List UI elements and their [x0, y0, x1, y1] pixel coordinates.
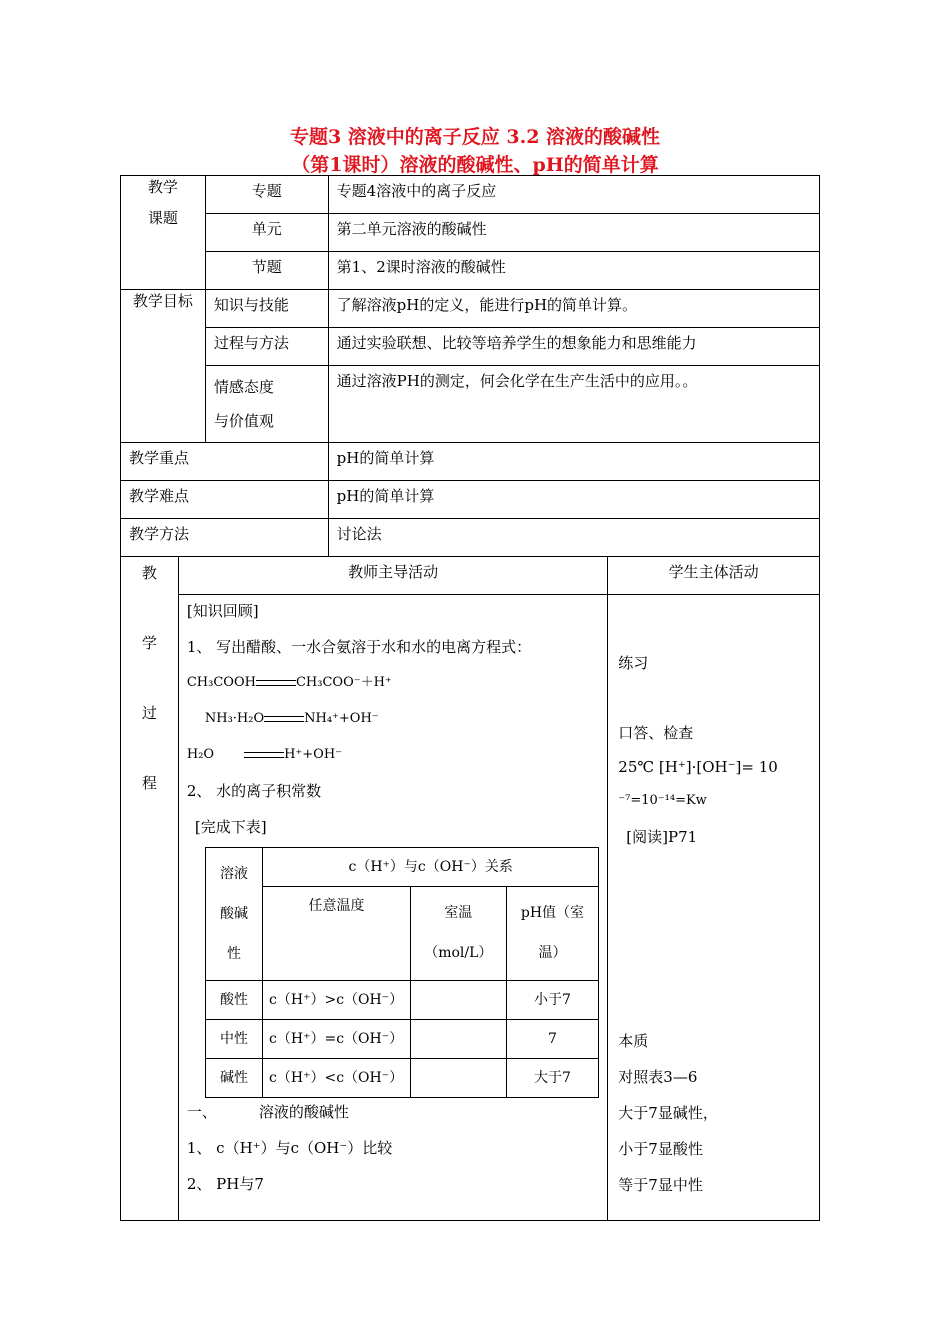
student-activity-cell — [608, 595, 820, 1221]
student-compare: 对照表3—6 — [618, 1068, 698, 1086]
topic-key: 专题 — [251, 182, 282, 200]
goal-knowledge-key: 知识与技能 — [213, 296, 289, 314]
section-key: 节题 — [251, 258, 282, 276]
goal-attitude-key-2: 与价值观 — [213, 412, 274, 430]
th-nature-2: 酸碱 — [219, 906, 248, 922]
topic-value: 专题4溶液中的离子反应 — [336, 182, 497, 200]
goal-attitude-value: 通过溶液PH的测定，何会化学在生产生活中的应用。。 — [336, 372, 698, 390]
student-kw-line-1: 25℃ [H⁺]·[OH⁻]= 10 — [618, 758, 778, 776]
method-value: 讨论法 — [336, 525, 382, 543]
process-side-cell — [121, 557, 179, 1221]
process-char-3: 过 — [141, 704, 157, 722]
student-read: [阅读]P71 — [626, 828, 698, 846]
student-lt7: 小于7显酸性 — [618, 1140, 703, 1158]
table-intro: [完成下表] — [194, 818, 267, 836]
key-point-label: 教学重点 — [129, 449, 190, 467]
process-char-2: 学 — [141, 634, 157, 652]
difficulty-value: pH的简单计算 — [336, 487, 435, 505]
section-value: 第1、2课时溶液的酸碱性 — [336, 258, 506, 276]
th-room-1: 室温 — [444, 905, 473, 922]
doc-title-line-1: 专题3 溶液中的离子反应 3.2 溶液的酸碱性 — [289, 126, 661, 148]
th-relation: c（H⁺）与c（OH⁻）关系 — [263, 848, 599, 887]
th-ph-2: 温） — [538, 945, 567, 962]
student-activity-header: 学生主体活动 — [668, 563, 759, 581]
method-label: 教学方法 — [129, 525, 190, 543]
student-practice: 练习 — [618, 654, 649, 672]
th-nature-3: 性 — [226, 946, 241, 962]
topic-group-label-1: 教学 — [147, 178, 178, 196]
equilibrium-arrow-icon — [256, 677, 296, 689]
question-1: 1、 写出醋酸、一水合氨溶于水和水的电离方程式： — [186, 638, 532, 656]
teacher-activity-header: 教师主导活动 — [348, 563, 439, 581]
equilibrium-arrow-icon — [244, 749, 284, 761]
th-room-2: （mol/L） — [424, 945, 493, 962]
goals-label-cell — [121, 290, 206, 443]
table-row: 酸性 c（H⁺）>c（OH⁻） 小于7 — [205, 981, 598, 1020]
goal-attitude-key-1: 情感态度 — [213, 378, 274, 396]
section-1-item-1: 1、 c（H⁺）与c（OH⁻）比较 — [186, 1139, 393, 1157]
student-answer: 口答、检查 — [618, 724, 694, 742]
th-nature-1: 溶液 — [219, 866, 248, 882]
lesson-plan-table — [120, 175, 820, 1221]
th-any-temp: 任意温度 — [263, 887, 411, 981]
difficulty-label: 教学难点 — [129, 487, 190, 505]
key-point-value: pH的简单计算 — [336, 449, 435, 467]
equation-2: NH₃·H₂O NH₄⁺+OH⁻ — [204, 711, 379, 726]
goal-process-key: 过程与方法 — [213, 334, 289, 352]
equation-3: H₂O H⁺+OH⁻ — [186, 747, 343, 762]
student-essence: 本质 — [618, 1032, 649, 1050]
doc-title-line-2: （第1课时）溶液的酸碱性、pH的简单计算 — [291, 154, 659, 176]
acidity-table — [205, 847, 599, 1098]
goals-label: 教学目标 — [132, 292, 193, 310]
student-gt7: 大于7显碱性， — [618, 1104, 718, 1122]
table-row: 碱性 c（H⁺）<c（OH⁻） 大于7 — [205, 1059, 598, 1098]
topic-group-label-cell — [121, 176, 206, 290]
student-kw-line-2: ⁻⁷=10⁻¹⁴=Kw — [618, 793, 707, 808]
unit-key: 单元 — [251, 220, 282, 238]
review-heading: [知识回顾] — [186, 602, 259, 620]
student-eq7: 等于7显中性 — [618, 1176, 703, 1194]
th-ph-1: pH值（室 — [520, 905, 585, 922]
unit-value: 第二单元溶液的酸碱性 — [336, 220, 487, 238]
process-char-1: 教 — [141, 564, 157, 582]
goal-process-value: 通过实验联想、比较等培养学生的想象能力和思维能力 — [336, 334, 697, 352]
equation-1: CH₃COOH CH₃COO⁻＋H⁺ — [186, 675, 392, 690]
question-2: 2、 水的离子积常数 — [186, 782, 322, 800]
topic-value-cell — [328, 176, 819, 214]
process-char-4: 程 — [141, 774, 157, 792]
table-row: 中性 c（H⁺）=c（OH⁻） 7 — [205, 1020, 598, 1059]
equilibrium-arrow-icon — [264, 713, 304, 725]
section-1-heading: 一、 溶液的酸碱性 — [186, 1103, 349, 1121]
goal-knowledge-value: 了解溶液pH的定义，能进行pH的简单计算。 — [336, 296, 638, 314]
teacher-activity-cell — [178, 595, 607, 1221]
section-1-item-2: 2、 PH与7 — [186, 1175, 264, 1193]
topic-group-label-2: 课题 — [147, 209, 178, 227]
topic-key-cell — [205, 176, 328, 214]
